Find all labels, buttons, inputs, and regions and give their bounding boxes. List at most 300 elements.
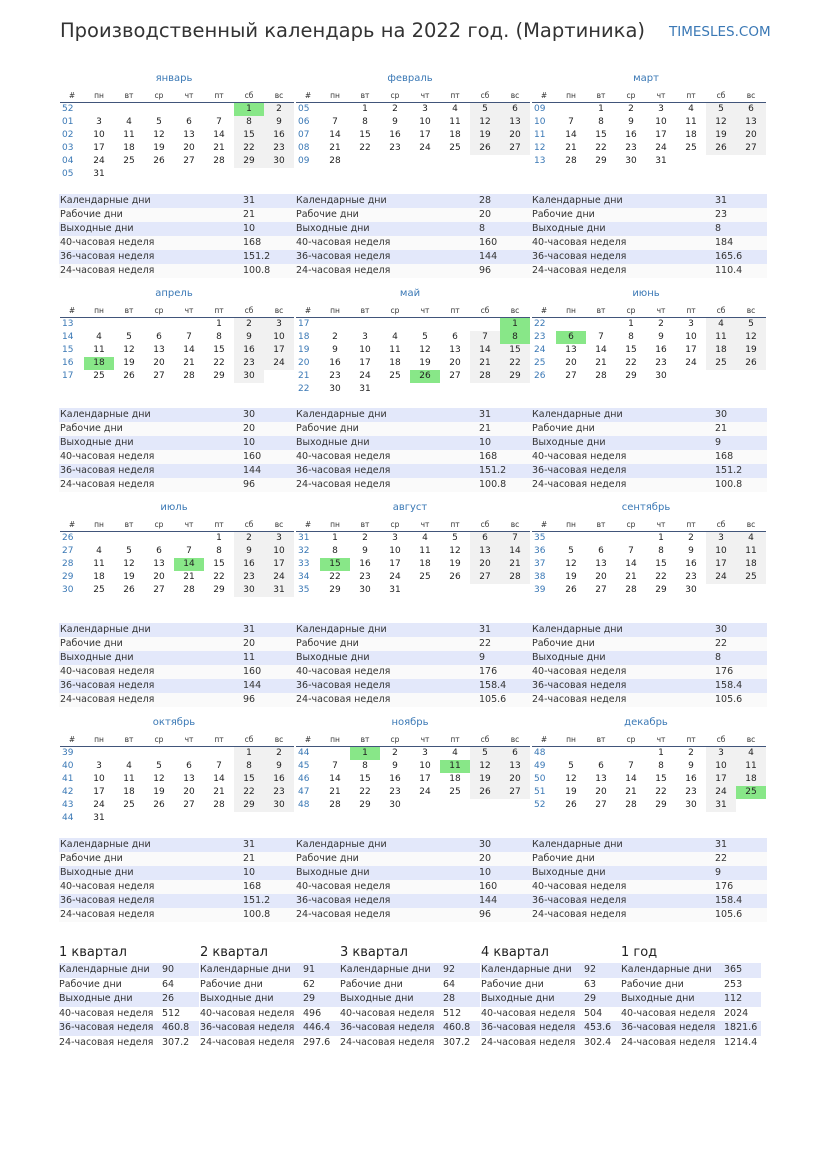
empty-cell (736, 370, 766, 383)
day-cell: 2 (688, 533, 694, 543)
stat-value: 23 (715, 209, 728, 220)
day-cell: 15 (359, 130, 371, 140)
empty-cell (440, 155, 470, 168)
week-number: 06 (298, 117, 310, 127)
weekday-header: пт (676, 304, 706, 318)
day-cell: 6 (156, 332, 162, 342)
empty-cell (204, 812, 234, 825)
stat-value: 10 (243, 437, 256, 448)
weekday-header: вт (350, 304, 380, 318)
quarter-row (340, 1036, 480, 1051)
empty-cell (440, 383, 470, 396)
day-cell: 28 (329, 156, 341, 166)
weekday-header: # (60, 304, 84, 318)
day-cell: 31 (359, 384, 371, 394)
month-name: март (633, 73, 659, 84)
day-cell: 25 (123, 800, 135, 810)
quarter-row (340, 992, 480, 1007)
day-cell: 31 (389, 585, 401, 595)
stat-row (59, 894, 295, 908)
stat-label: Выходные дни (296, 867, 370, 878)
empty-cell (144, 103, 174, 116)
empty-cell (470, 318, 500, 331)
day-cell: 30 (264, 799, 294, 812)
day-cell: 19 (123, 358, 135, 368)
stat-value: 453.6 (584, 1022, 612, 1033)
empty-cell (410, 155, 440, 168)
weekday-header: сб (470, 89, 500, 103)
week-number: 27 (62, 546, 74, 556)
stat-row (295, 264, 531, 278)
day-cell: 14 (500, 545, 530, 558)
day-cell: 30 (234, 370, 264, 383)
stat-label: 36-часовая неделя (532, 680, 627, 691)
week-number: 18 (298, 332, 310, 342)
day-cell: 14 (213, 774, 225, 784)
weekday-header: сб (706, 89, 736, 103)
weekday-header: ср (144, 733, 174, 747)
stat-value: 158.4 (479, 680, 507, 691)
day-cell: 11 (736, 760, 766, 773)
week-number: 09 (534, 104, 546, 114)
month-name: май (399, 288, 421, 299)
day-cell: 14 (213, 130, 225, 140)
stat-value: 8 (715, 223, 722, 234)
day-cell: 6 (500, 747, 530, 760)
day-cell: 15 (359, 774, 371, 784)
stat-row (531, 693, 767, 707)
month-name: декабрь (624, 717, 668, 728)
day-cell: 6 (452, 332, 458, 342)
stat-value: 176 (715, 666, 734, 677)
quarter-row (481, 992, 621, 1007)
quarter-row (481, 1036, 621, 1051)
day-cell: 25 (419, 572, 431, 582)
empty-cell (234, 168, 264, 181)
stat-label: 40-часовая неделя (296, 237, 391, 248)
weekday-header: # (60, 518, 84, 532)
day-cell: 22 (213, 358, 225, 368)
stat-label: Календарные дни (296, 409, 387, 420)
day-cell: 2 (234, 318, 264, 331)
weekday-header: вс (500, 518, 530, 532)
day-cell: 19 (419, 358, 431, 368)
weekday-header: сб (470, 518, 500, 532)
month-grid (532, 518, 760, 597)
day-cell: 25 (706, 357, 736, 370)
day-cell: 12 (123, 559, 135, 569)
empty-cell (500, 383, 530, 396)
day-cell: 23 (685, 787, 697, 797)
day-cell: 18 (419, 559, 431, 569)
day-cell: 24 (359, 371, 371, 381)
day-cell: 13 (183, 774, 195, 784)
day-cell: 26 (706, 142, 736, 155)
day-cell: 21 (625, 787, 637, 797)
weekday-header: чт (410, 518, 440, 532)
day-cell: 18 (93, 572, 105, 582)
empty-cell (264, 812, 294, 825)
stat-row (531, 464, 767, 478)
stat-value: 31 (715, 195, 728, 206)
stat-value: 144 (479, 895, 498, 906)
weekday-header: вс (500, 89, 530, 103)
week-number: 17 (298, 319, 310, 329)
stat-label: 40-часовая неделя (60, 881, 155, 892)
weekday-header: сб (234, 733, 264, 747)
month-name: февраль (387, 73, 433, 84)
day-cell: 1 (216, 319, 222, 329)
week-number: 07 (298, 130, 310, 140)
day-cell: 9 (362, 546, 368, 556)
stat-label: 36-часовая неделя (532, 895, 627, 906)
month-grid (532, 733, 760, 812)
month-5 (296, 287, 524, 396)
weekday-header: вс (500, 733, 530, 747)
stat-value: 8 (479, 223, 486, 234)
day-cell: 29 (329, 585, 341, 595)
week-number: 08 (298, 143, 310, 153)
month-stats (531, 623, 767, 707)
stat-row (295, 651, 531, 665)
weekday-header: пн (556, 733, 586, 747)
day-cell: 23 (389, 787, 401, 797)
day-cell: 16 (234, 558, 264, 571)
stat-label: Календарные дни (60, 195, 151, 206)
weekday-header: ср (616, 518, 646, 532)
weekday-header: пн (84, 89, 114, 103)
stat-value: 160 (243, 666, 262, 677)
stat-value: 31 (243, 624, 256, 635)
stat-label: 40-часовая неделя (532, 451, 627, 462)
weekday-header: ср (380, 518, 410, 532)
day-cell: 6 (556, 331, 586, 344)
day-cell: 15 (655, 559, 667, 569)
weekday-header: # (296, 733, 320, 747)
day-cell: 18 (123, 143, 135, 153)
day-cell: 21 (329, 787, 341, 797)
day-cell: 25 (93, 371, 105, 381)
stat-label: 36-часовая неделя (296, 895, 391, 906)
day-cell: 24 (706, 571, 736, 584)
day-cell: 17 (706, 558, 736, 571)
day-cell: 25 (449, 143, 461, 153)
stat-label: 36-часовая неделя (296, 251, 391, 262)
day-cell: 25 (123, 156, 135, 166)
stat-label: 36-часовая неделя (532, 465, 627, 476)
empty-cell (144, 532, 174, 545)
day-cell: 7 (186, 546, 192, 556)
stat-label: Календарные дни (60, 624, 151, 635)
day-cell: 13 (500, 760, 530, 773)
day-cell: 3 (706, 747, 736, 760)
day-cell: 12 (736, 331, 766, 344)
week-number: 32 (298, 546, 310, 556)
stat-row (295, 250, 531, 264)
weekday-header: пт (204, 304, 234, 318)
week-number: 31 (298, 533, 310, 543)
stat-row (59, 665, 295, 679)
quarter-row (200, 1036, 340, 1051)
stat-value: 92 (584, 964, 597, 975)
stat-value: 29 (584, 993, 597, 1004)
week-number: 21 (298, 371, 310, 381)
week-number: 12 (534, 143, 546, 153)
day-cell: 18 (706, 344, 736, 357)
stat-row (295, 236, 531, 250)
day-cell: 25 (93, 585, 105, 595)
stat-row (59, 693, 295, 707)
empty-cell (350, 155, 380, 168)
stat-label: Выходные дни (532, 437, 606, 448)
day-cell: 1 (332, 533, 338, 543)
weekday-header: чт (646, 518, 676, 532)
weekday-header: вт (114, 518, 144, 532)
day-cell: 12 (153, 130, 165, 140)
weekday-header: чт (646, 733, 676, 747)
day-cell: 9 (688, 761, 694, 771)
day-cell: 13 (153, 559, 165, 569)
month-stats (59, 623, 295, 707)
stat-value: 253 (724, 978, 743, 990)
month-6 (532, 287, 760, 383)
stat-value: 31 (715, 839, 728, 850)
week-number: 44 (62, 813, 74, 823)
empty-cell (676, 155, 706, 168)
stat-row (59, 408, 295, 422)
day-cell: 15 (595, 130, 607, 140)
stat-value: 151.2 (715, 465, 743, 476)
day-cell: 27 (595, 585, 607, 595)
stat-value: 302.4 (584, 1036, 612, 1048)
day-cell: 22 (359, 787, 371, 797)
day-cell: 21 (470, 357, 500, 370)
stat-label: 40-часовая неделя (296, 881, 391, 892)
empty-cell (264, 370, 294, 383)
day-cell: 7 (500, 532, 530, 545)
day-cell: 14 (595, 345, 607, 355)
weekday-header: вт (586, 304, 616, 318)
day-cell: 4 (736, 747, 766, 760)
month-grid (296, 304, 524, 396)
stat-value: 105.6 (479, 694, 507, 705)
stat-value: 1821.6 (724, 1022, 758, 1033)
day-cell: 27 (500, 142, 530, 155)
day-cell: 26 (153, 800, 165, 810)
day-cell: 17 (655, 130, 667, 140)
week-number: 36 (534, 546, 546, 556)
stat-value: 307.2 (162, 1036, 190, 1048)
stat-value: 20 (243, 423, 256, 434)
stat-row (295, 436, 531, 450)
day-cell: 25 (685, 143, 697, 153)
empty-cell (470, 155, 500, 168)
day-cell: 28 (183, 585, 195, 595)
day-cell: 28 (625, 800, 637, 810)
stat-label: Выходные дни (621, 993, 695, 1004)
week-number: 39 (534, 585, 546, 595)
day-cell: 1 (362, 104, 368, 114)
weekday-header: # (532, 518, 556, 532)
week-number: 37 (534, 559, 546, 569)
month-name: ноябрь (391, 717, 429, 728)
page-title: Производственный календарь на 2022 год. (Мартиника) (60, 19, 646, 42)
day-cell: 20 (500, 129, 530, 142)
day-cell: 4 (422, 533, 428, 543)
stat-value: 297.6 (303, 1036, 331, 1048)
week-number: 03 (62, 143, 74, 153)
empty-cell (410, 799, 440, 812)
stat-value: 31 (479, 409, 492, 420)
stat-label: 36-часовая неделя (340, 1022, 435, 1033)
stat-row (295, 222, 531, 236)
day-cell: 28 (213, 800, 225, 810)
quarter-row (621, 978, 761, 993)
weekday-header: пн (556, 304, 586, 318)
day-cell: 27 (500, 786, 530, 799)
empty-cell (410, 584, 440, 597)
day-cell: 27 (470, 571, 500, 584)
day-cell: 19 (470, 773, 500, 786)
day-cell: 4 (736, 532, 766, 545)
day-cell: 15 (625, 345, 637, 355)
day-cell: 28 (595, 371, 607, 381)
stat-value: 22 (479, 638, 492, 649)
stat-row (531, 651, 767, 665)
day-cell: 8 (500, 331, 530, 344)
day-cell: 19 (123, 572, 135, 582)
day-cell: 28 (470, 370, 500, 383)
stat-label: 24-часовая неделя (60, 909, 155, 920)
day-cell: 23 (625, 143, 637, 153)
day-cell: 23 (389, 143, 401, 153)
stat-value: 64 (162, 978, 175, 990)
stat-label: 40-часовая неделя (200, 1007, 295, 1019)
stat-label: Выходные дни (532, 652, 606, 663)
day-cell: 5 (568, 761, 574, 771)
day-cell: 28 (625, 585, 637, 595)
day-cell: 16 (389, 774, 401, 784)
month-grid (296, 518, 524, 597)
week-number: 40 (62, 761, 74, 771)
month-grid (296, 733, 524, 812)
quarter-row (200, 978, 340, 993)
day-cell: 20 (153, 358, 165, 368)
day-cell: 17 (389, 559, 401, 569)
day-cell: 17 (264, 558, 294, 571)
stat-value: 176 (479, 666, 498, 677)
day-cell: 20 (470, 558, 500, 571)
stat-row (531, 866, 767, 880)
stat-value: 31 (243, 839, 256, 850)
day-cell: 13 (565, 345, 577, 355)
day-cell: 28 (183, 371, 195, 381)
stat-label: 24-часовая неделя (59, 1036, 154, 1048)
stat-row (295, 880, 531, 894)
stat-value: 365 (724, 964, 743, 975)
day-cell: 16 (625, 130, 637, 140)
stat-row (295, 637, 531, 651)
day-cell: 20 (500, 773, 530, 786)
quarter-row (621, 1036, 761, 1051)
week-number: 24 (534, 345, 546, 355)
day-cell: 15 (213, 345, 225, 355)
day-cell: 1 (598, 104, 604, 114)
stat-value: 20 (479, 209, 492, 220)
week-number: 33 (298, 559, 310, 569)
stat-label: Рабочие дни (60, 638, 123, 649)
weekday-header: пн (320, 89, 350, 103)
month-stats (295, 838, 531, 922)
weekday-header: чт (174, 89, 204, 103)
day-cell: 1 (234, 103, 264, 116)
stat-label: 36-часовая неделя (296, 680, 391, 691)
day-cell: 4 (688, 104, 694, 114)
day-cell: 26 (449, 572, 461, 582)
week-number: 10 (534, 117, 546, 127)
day-cell: 10 (359, 345, 371, 355)
weekday-header: чт (174, 518, 204, 532)
day-cell: 15 (655, 774, 667, 784)
day-cell: 18 (84, 357, 114, 370)
day-cell: 22 (655, 787, 667, 797)
stat-row (531, 450, 767, 464)
empty-cell (500, 799, 530, 812)
day-cell: 13 (449, 345, 461, 355)
week-number: 26 (534, 371, 546, 381)
stat-label: Выходные дни (296, 437, 370, 448)
stat-label: 36-часовая неделя (296, 465, 391, 476)
stat-value: 151.2 (243, 895, 271, 906)
empty-cell (84, 532, 114, 545)
day-cell: 11 (93, 345, 105, 355)
weekday-header: чт (410, 733, 440, 747)
stat-label: Календарные дни (481, 964, 572, 975)
stat-label: Календарные дни (60, 839, 151, 850)
stat-label: Выходные дни (532, 867, 606, 878)
day-cell: 26 (470, 142, 500, 155)
day-cell: 20 (736, 129, 766, 142)
quarter-summary (481, 943, 621, 1050)
stat-row (531, 665, 767, 679)
stat-value: 100.8 (715, 479, 743, 490)
stat-row (295, 408, 531, 422)
day-cell: 3 (706, 532, 736, 545)
month-stats (295, 194, 531, 278)
stat-value: 144 (479, 251, 498, 262)
weekday-header: вт (350, 733, 380, 747)
stat-row (295, 908, 531, 922)
stat-row (59, 464, 295, 478)
site-link[interactable]: TIMESLES.COM (669, 24, 771, 40)
day-cell: 30 (264, 155, 294, 168)
empty-cell (736, 155, 766, 168)
stat-value: 184 (715, 237, 734, 248)
day-cell: 5 (422, 332, 428, 342)
stat-label: 24-часовая неделя (60, 479, 155, 490)
day-cell: 5 (736, 318, 766, 331)
day-cell: 31 (655, 156, 667, 166)
stat-value: 28 (443, 993, 456, 1004)
empty-cell (380, 155, 410, 168)
day-cell: 8 (658, 761, 664, 771)
day-cell: 27 (153, 585, 165, 595)
stat-row (295, 194, 531, 208)
week-number: 46 (298, 774, 310, 784)
stat-row (59, 651, 295, 665)
day-cell: 20 (183, 787, 195, 797)
day-cell: 12 (470, 116, 500, 129)
